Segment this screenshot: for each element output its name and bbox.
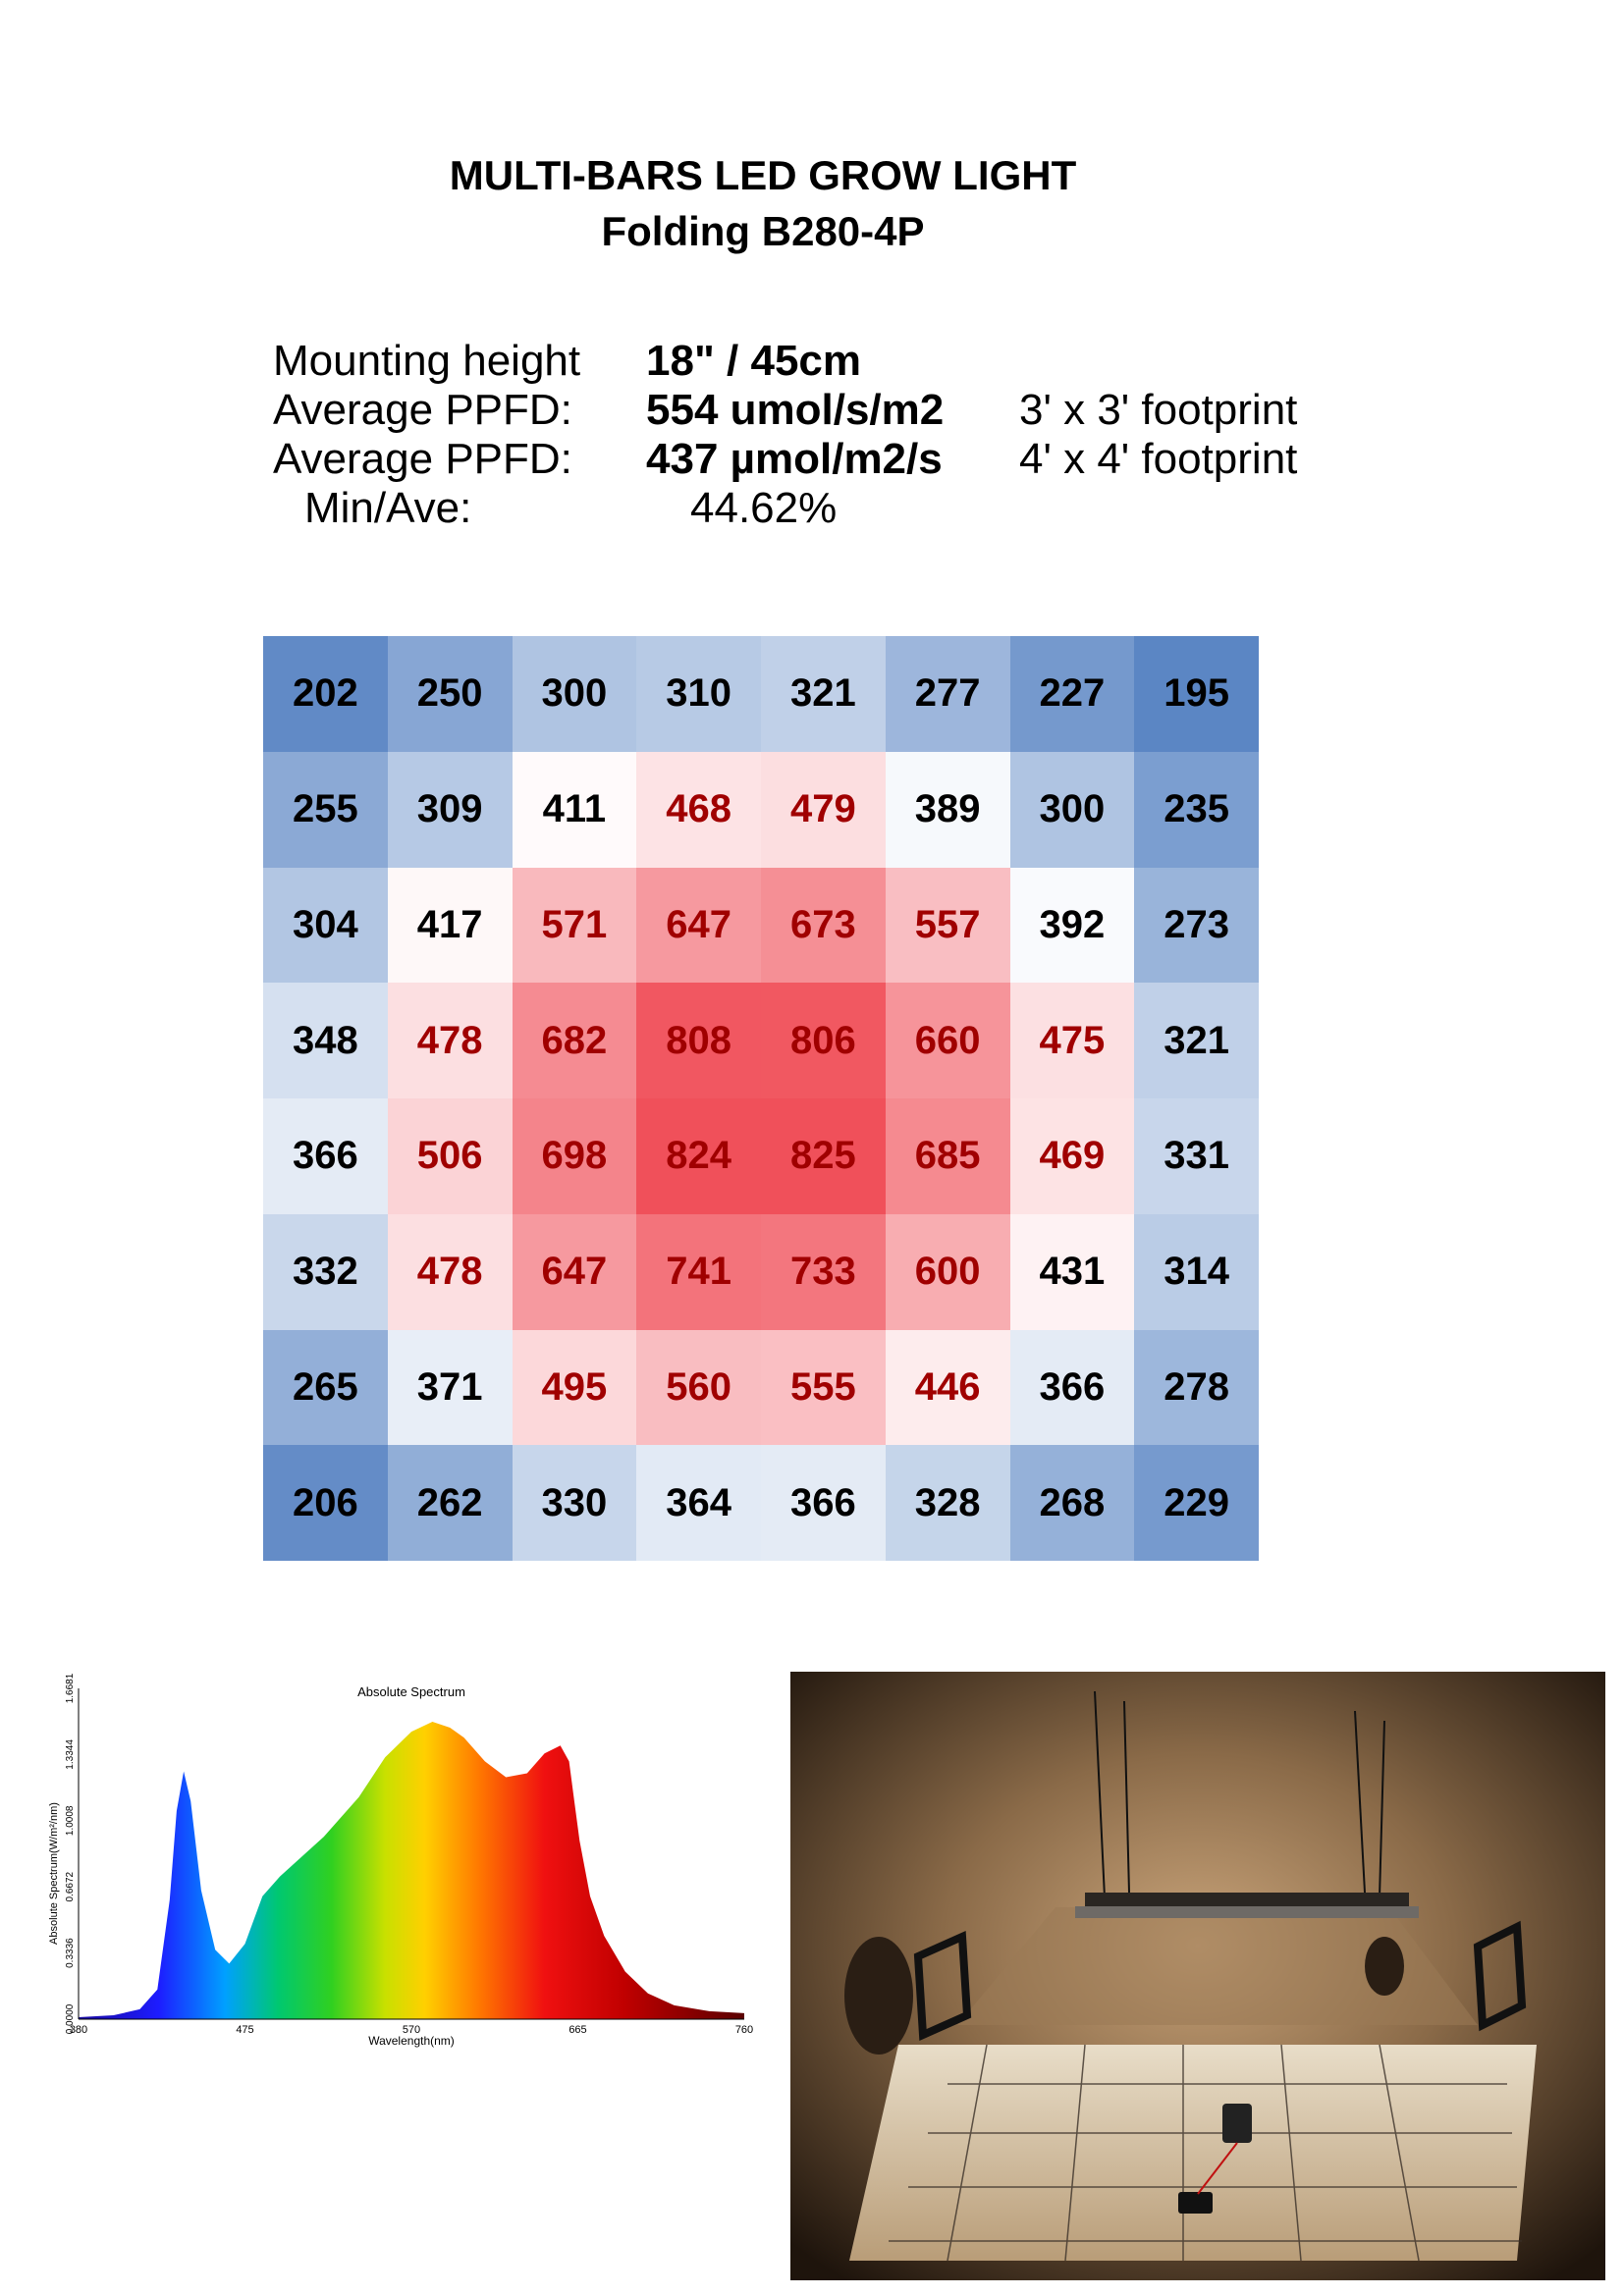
heatmap-cell: 277 bbox=[886, 636, 1010, 752]
heatmap-cell: 478 bbox=[388, 1214, 513, 1330]
heatmap-cell: 475 bbox=[1010, 983, 1135, 1098]
heatmap-cell: 364 bbox=[636, 1445, 761, 1561]
heatmap-cell: 309 bbox=[388, 752, 513, 868]
heatmap-cell: 495 bbox=[513, 1330, 637, 1446]
heatmap-cell: 278 bbox=[1134, 1330, 1259, 1446]
heatmap-cell: 328 bbox=[886, 1445, 1010, 1561]
heatmap-cell: 555 bbox=[761, 1330, 886, 1446]
heatmap-cell: 825 bbox=[761, 1098, 886, 1214]
heatmap-cell: 389 bbox=[886, 752, 1010, 868]
heatmap-cell: 330 bbox=[513, 1445, 637, 1561]
spectrum-area bbox=[79, 1722, 744, 2019]
x-tick-label: 665 bbox=[568, 2024, 587, 2036]
heatmap-cell: 262 bbox=[388, 1445, 513, 1561]
mounting-value: 18" / 45cm bbox=[646, 337, 862, 385]
heatmap-cell: 660 bbox=[886, 983, 1010, 1098]
x-tick-label: 570 bbox=[402, 2024, 421, 2036]
heatmap-cell: 478 bbox=[388, 983, 513, 1098]
page-title: MULTI-BARS LED GROW LIGHT bbox=[449, 152, 1077, 198]
ppfd-heatmap bbox=[263, 636, 1259, 1561]
page-subtitle: Folding B280-4P bbox=[601, 208, 925, 254]
heatmap-cell: 647 bbox=[513, 1214, 637, 1330]
heatmap-cell: 806 bbox=[761, 983, 886, 1098]
heatmap-cell: 647 bbox=[636, 868, 761, 984]
heatmap-cell: 265 bbox=[263, 1330, 388, 1446]
heatmap-cell: 206 bbox=[263, 1445, 388, 1561]
heatmap-cell: 332 bbox=[263, 1214, 388, 1330]
heatmap-cell: 229 bbox=[1134, 1445, 1259, 1561]
ppfd1-value: 554 umol/s/m2 bbox=[646, 386, 945, 434]
spectrum-chart bbox=[39, 1664, 766, 2056]
heatmap-cell: 431 bbox=[1010, 1214, 1135, 1330]
ppfd1-label: Average PPFD: bbox=[273, 386, 572, 434]
heatmap-cell: 506 bbox=[388, 1098, 513, 1214]
y-tick-label: 1.0008 bbox=[65, 1805, 76, 1837]
ppfd2-value: 437 µmol/m2/s bbox=[646, 435, 943, 483]
heatmap-cell: 331 bbox=[1134, 1098, 1259, 1214]
heatmap-cell: 682 bbox=[513, 983, 637, 1098]
x-tick-label: 475 bbox=[236, 2024, 254, 2036]
heatmap-cell: 366 bbox=[1010, 1330, 1135, 1446]
heatmap-cell: 366 bbox=[263, 1098, 388, 1214]
y-tick-label: 0.0000 bbox=[65, 2003, 76, 2035]
heatmap-cell: 446 bbox=[886, 1330, 1010, 1446]
heatmap-cell: 733 bbox=[761, 1214, 886, 1330]
heatmap-cell: 371 bbox=[388, 1330, 513, 1446]
heatmap-cell: 314 bbox=[1134, 1214, 1259, 1330]
heatmap-cell: 366 bbox=[761, 1445, 886, 1561]
heatmap-cell: 310 bbox=[636, 636, 761, 752]
heatmap-cell: 411 bbox=[513, 752, 637, 868]
heatmap-cell: 273 bbox=[1134, 868, 1259, 984]
heatmap-cell: 255 bbox=[263, 752, 388, 868]
heatmap-cell: 300 bbox=[1010, 752, 1135, 868]
heatmap-cell: 560 bbox=[636, 1330, 761, 1446]
heatmap-cell: 469 bbox=[1010, 1098, 1135, 1214]
heatmap-cell: 304 bbox=[263, 868, 388, 984]
heatmap-cell: 685 bbox=[886, 1098, 1010, 1214]
heatmap-cell: 348 bbox=[263, 983, 388, 1098]
heatmap-cell: 321 bbox=[761, 636, 886, 752]
heatmap-cell: 808 bbox=[636, 983, 761, 1098]
heatmap-cell: 268 bbox=[1010, 1445, 1135, 1561]
ppfd1-note: 3' x 3' footprint bbox=[1019, 386, 1298, 434]
heatmap-cell: 468 bbox=[636, 752, 761, 868]
heatmap-cell: 741 bbox=[636, 1214, 761, 1330]
heatmap-cell: 392 bbox=[1010, 868, 1135, 984]
heatmap-cell: 479 bbox=[761, 752, 886, 868]
y-axis-label: Absolute Spectrum(W/m²/nm) bbox=[48, 1802, 60, 1945]
heatmap-cell: 600 bbox=[886, 1214, 1010, 1330]
heatmap-cell: 195 bbox=[1134, 636, 1259, 752]
minave-label: Min/Ave: bbox=[304, 484, 472, 532]
y-tick-label: 1.3344 bbox=[65, 1739, 76, 1770]
heatmap-cell: 235 bbox=[1134, 752, 1259, 868]
heatmap-cell: 571 bbox=[513, 868, 637, 984]
mounting-label: Mounting height bbox=[273, 337, 581, 385]
ppfd2-note: 4' x 4' footprint bbox=[1019, 435, 1298, 483]
grow-tent-photo bbox=[790, 1672, 1605, 2280]
heatmap-cell: 227 bbox=[1010, 636, 1135, 752]
heatmap-cell: 250 bbox=[388, 636, 513, 752]
heatmap-cell: 673 bbox=[761, 868, 886, 984]
heatmap-cell: 824 bbox=[636, 1098, 761, 1214]
y-tick-label: 0.6672 bbox=[65, 1871, 76, 1902]
ppfd2-label: Average PPFD: bbox=[273, 435, 572, 483]
heatmap-cell: 698 bbox=[513, 1098, 637, 1214]
heatmap-cell: 417 bbox=[388, 868, 513, 984]
x-axis-label: Wavelength(nm) bbox=[368, 2034, 455, 2048]
heatmap-cell: 321 bbox=[1134, 983, 1259, 1098]
y-tick-label: 1.6681 bbox=[65, 1673, 76, 1704]
chart-title: Absolute Spectrum bbox=[357, 1684, 465, 1699]
y-tick-label: 0.3336 bbox=[65, 1938, 76, 1968]
x-tick-label: 380 bbox=[69, 2024, 88, 2036]
x-tick-label: 760 bbox=[734, 2024, 754, 2036]
heatmap-cell: 202 bbox=[263, 636, 388, 752]
heatmap-cell: 557 bbox=[886, 868, 1010, 984]
minave-value: 44.62% bbox=[690, 484, 838, 532]
heatmap-cell: 300 bbox=[513, 636, 637, 752]
